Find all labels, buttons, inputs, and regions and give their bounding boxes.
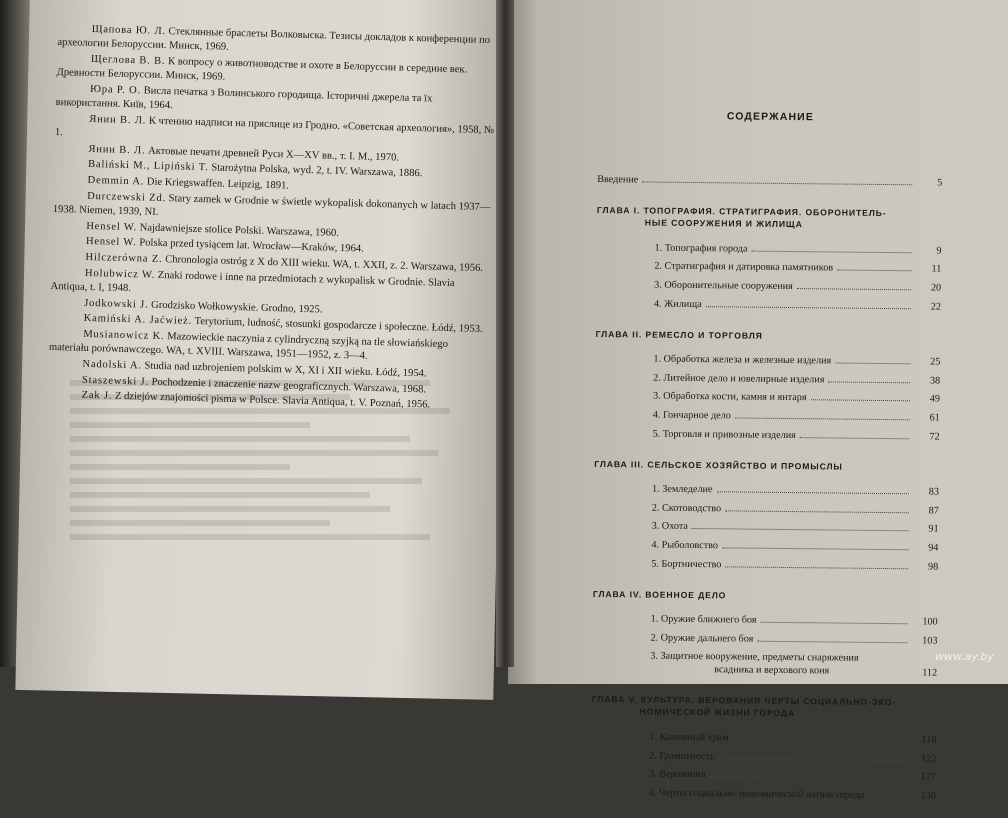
leader-dots [760,622,907,625]
toc-page-number: 72 [929,431,940,443]
chapter-heading-line: НОМИЧЕСКОЙ ЖИЗНИ ГОРОДА [639,706,796,719]
toc-chapter-heading [597,204,942,233]
leader-dots [800,437,910,439]
leader-dots [725,566,908,569]
bibliography-author: Kamiński A. Jaćwież. [83,313,193,328]
toc-section-row [596,241,941,258]
bibliography-author: Musianowicz K. [83,328,165,343]
chapter-heading-line: ГЛАВА I. ТОПОГРАФИЯ. СТРАТИГРАФИЯ. ОБОРОНИТЕЛЬ- [596,204,887,218]
toc-page-number: 103 [922,635,938,647]
bibliography-text: Pochodzenie i znaczenie nazw geograficznych. Warszawa, 1968. [151,376,427,396]
toc-page-number: 49 [929,393,941,406]
bibliography-text: Grodzisko Wołkowyskie. Grodno, 1925. [150,299,323,316]
toc-page-number: 87 [928,505,939,517]
toc-page-number: 25 [930,356,941,368]
toc-entry-label: 5. Торговля и привозные изделия [652,428,796,441]
toc-section-row [592,631,937,648]
toc-page-number: 22 [930,301,942,313]
leader-dots [642,181,912,185]
toc-entry-label: 3. Верования [648,768,706,781]
bibliography-text: Studia nad uzbrojeniem polskim w X, XI i XII wieku. Łódź, 1954. [144,360,427,380]
watermark: www.ay.by [934,650,994,663]
toc-entry-label: 1. Каменный храм [649,731,729,744]
toc-chapter-heading [594,458,939,474]
bibliography-text: Актовые печати древней Руси X—XV вв., т. I. М., 1970. [147,145,400,164]
toc-page-number: 100 [922,616,938,628]
bibliography-author: Holubwicz W. [84,267,156,281]
toc-entry-label: 1. Оружие ближнего боя [650,613,757,626]
toc-entry-label: 1. Земледелие [651,483,713,496]
leader-dots [868,797,905,798]
toc-page-number: 118 [921,734,937,746]
toc-section-row [592,649,937,679]
toc-section-row [591,730,936,747]
leader-dots [709,777,906,780]
bibliography-author: Staszewski J. [81,374,150,388]
toc-page-number: 94 [928,542,939,554]
toc-entry-label: 1. Обработка железа и железные изделия [653,353,832,367]
toc-section-row [595,371,940,388]
bibliography-text: К вопросу о животноводстве и охоте в Белоруссии в середине век. Древности Белоруссии. Минск, 1969. [56,55,468,83]
leader-dots [717,491,909,494]
leader-dots [719,758,907,761]
toc-section-row [596,278,941,295]
chapter-heading-line: ГЛАВА II. РЕМЕСЛО И ТОРГОВЛЯ [595,328,763,341]
toc-entry-label: 2. Скотоводство [651,502,722,515]
table-of-contents [591,110,943,818]
toc-entry-label: 1. Топография города [654,242,748,255]
toc-entry-label: 2. Литейное дело и ювелирные изделия [653,372,825,386]
toc-entry-label: 3. Обработка кости, камня и янтаря [652,391,807,404]
bibliography-author: Янин В. Л. [89,113,147,127]
toc-page-number: 127 [920,771,937,783]
bibliography-text: Стеклянные браслеты Волковыска. Тезисы докладов к конференции по археологии Белоруссии. Минск, 1969. [57,26,491,53]
bibliography-text: К чтению надписи на пряслице из Гродно. «Советская археология», 1958, № 1. [54,115,495,139]
toc-entry-label: 2. Стратиграфия и датировка памятников [654,261,834,274]
toc-entry-label-cont: всадника и верхового коня [714,664,830,677]
toc-entry-label: 4. Жилища [653,298,702,310]
toc-chapters [591,204,942,818]
toc-entry-label: Введение [597,173,639,186]
chapter-heading-line: ГЛАВА V. КУЛЬТУРА. ВЕРОВАНИЯ ЧЕРТЫ СОЦИАЛЬНО-ЭКО- [591,693,897,708]
toc-page-number: 11 [931,263,942,276]
leader-dots [835,363,910,365]
leader-dots [797,288,911,290]
toc-section-row [595,389,940,406]
toc-section-row [593,557,938,574]
toc-page-number: 38 [929,375,941,387]
bleed-through-text [70,380,470,630]
toc-chapter-heading [596,328,941,344]
toc-page-number: 98 [927,561,939,573]
bibliography-author: Hensel W. [85,236,137,249]
bibliography-text: Starożytna Polska, wyd. 2, t. IV. Warszawa, 1886. [211,162,423,180]
toc-page-number: 122 [920,753,937,765]
toc-section-row [591,767,936,784]
leader-dots [733,739,907,742]
bibliography-author: Hensel W. [86,220,138,233]
bibliography-author: Янин В. Л. [88,143,146,157]
bibliography-text: Znaki rodowe i inne na przedmiotach z wykopalisk w Grodnie. Slavia Antiqua, t. I, 1948. [50,269,455,295]
toc-entry-label: 5. Бортничество [651,558,722,571]
bibliography-author: Nadolski A. [82,358,143,372]
bibliography-author: Щапова Ю. Л. [91,23,166,38]
leader-dots [706,306,911,309]
bibliography-text: Die Kriegswaffen. Leipzig, 1891. [146,176,290,192]
bibliography-text: Najdawniejsze stolice Polski. Warszawa, 1960. [139,222,340,239]
bibliography-text: Stary zamek w Grodnie w świetle wykopalisk dokonanych w latach 1937—1938. Niemen, 1939, NI. [52,192,491,218]
toc-title: СОДЕРЖАНИЕ [726,111,815,124]
toc-section-row [595,352,940,369]
bibliography-text: Mazowieckie naczynia z cylindryczną szyjką na tle słowiańskiego materiału porównawczego. WA, t. XVIII. Warszawa, 1951—1952, z. 3—4. [48,331,449,363]
bibliography-author: Щеглова В. В. [90,53,166,67]
bibliography-author: Юра Р. О. [89,83,142,97]
leader-dots [692,528,909,531]
leader-dots [752,250,912,253]
toc-intro-row [597,173,942,190]
toc-section-row [596,259,941,276]
bibliography-author: Durczewski Zd. [86,190,167,204]
toc-entry-label: 4. Рыболовство [651,539,719,552]
chapter-heading-line: ГЛАВА IV. ВОЕННОЕ ДЕЛО [592,588,727,600]
chapter-heading-line: НЫЕ СООРУЖЕНИЯ И ЖИЛИЩА [644,217,803,230]
leader-dots [722,547,908,550]
toc-section-row [593,612,938,629]
leader-dots [757,640,907,643]
bibliography-author: Hilczerówna Z. [85,251,163,266]
bibliography-text: Terytorium, ludność, stosunki gospodarcze i społeczne. Łódź, 1953. [194,316,483,336]
leader-dots [828,381,910,383]
toc-page-number: 130 [920,790,936,802]
toc-page-number: 112 [922,667,938,680]
toc-entry-label: 3. Оборонительные сооружения [654,279,793,293]
toc-chapter-heading [593,588,938,604]
toc-page-number: 83 [928,486,940,498]
bibliography-author: Zak J. [81,390,113,403]
bibliography-text: Z dziejów znajomości pisma w Polsce. Slavia Antiqua, t. V. Poznań, 1956. [114,391,431,411]
toc-section-row [594,501,939,518]
chapter-heading-line: ГЛАВА III. СЕЛЬСКОЕ ХОЗЯЙСТВО И ПРОМЫСЛЫ [594,458,843,472]
bibliography-text: Polska przed tysiącem lat. Wrocław—Kraków, 1964. [139,237,364,255]
toc-section-row [591,749,936,766]
toc-entry-label: 4. Черты социально-экономической жизни города [648,787,865,801]
toc-entry-label: 4. Гончарное дело [652,409,731,422]
leader-dots [837,270,911,272]
toc-entry-label: 2. Грамотность [649,750,715,762]
toc-section-row [593,538,938,555]
toc-section-row [594,519,939,536]
toc-page-number: 61 [929,412,940,424]
toc-section-row [595,427,940,444]
bibliography-author: Demmin A. [87,174,145,188]
toc-page-number: 91 [928,523,939,536]
leader-dots [811,400,910,402]
toc-entry-label: 2. Оружие дальнего боя [650,632,754,645]
toc-page-number: 20 [930,282,942,294]
bibliography-author: Baliński M., Lipiński T. [87,159,209,174]
leader-dots [735,418,910,421]
bibliography-text: Chronologia ostróg z X do XIII wieku. WA, t. XXII, z. 2. Warszawa, 1956. [165,254,484,275]
toc-chapter-heading [592,693,937,722]
bibliography-text: Висла печатка з Волинського городища. Історичні джерела та їх використання. Київ, 1964. [55,85,433,112]
leader-dots [725,510,909,513]
bibliography-list [47,22,497,416]
toc-section-row [595,408,940,425]
toc-section-row [591,786,936,803]
toc-section-row [596,297,941,314]
toc-entry-label: 3. Защитное вооружение, предметы снаряжения [650,651,859,665]
toc-entry-label: 3. Охота [651,521,689,533]
book-gutter [496,0,514,667]
bibliography-author: Jodkowski J. [84,297,149,311]
toc-section-row [594,482,939,499]
toc-page-number: 5 [937,177,943,189]
toc-page-number: 9 [936,245,942,257]
